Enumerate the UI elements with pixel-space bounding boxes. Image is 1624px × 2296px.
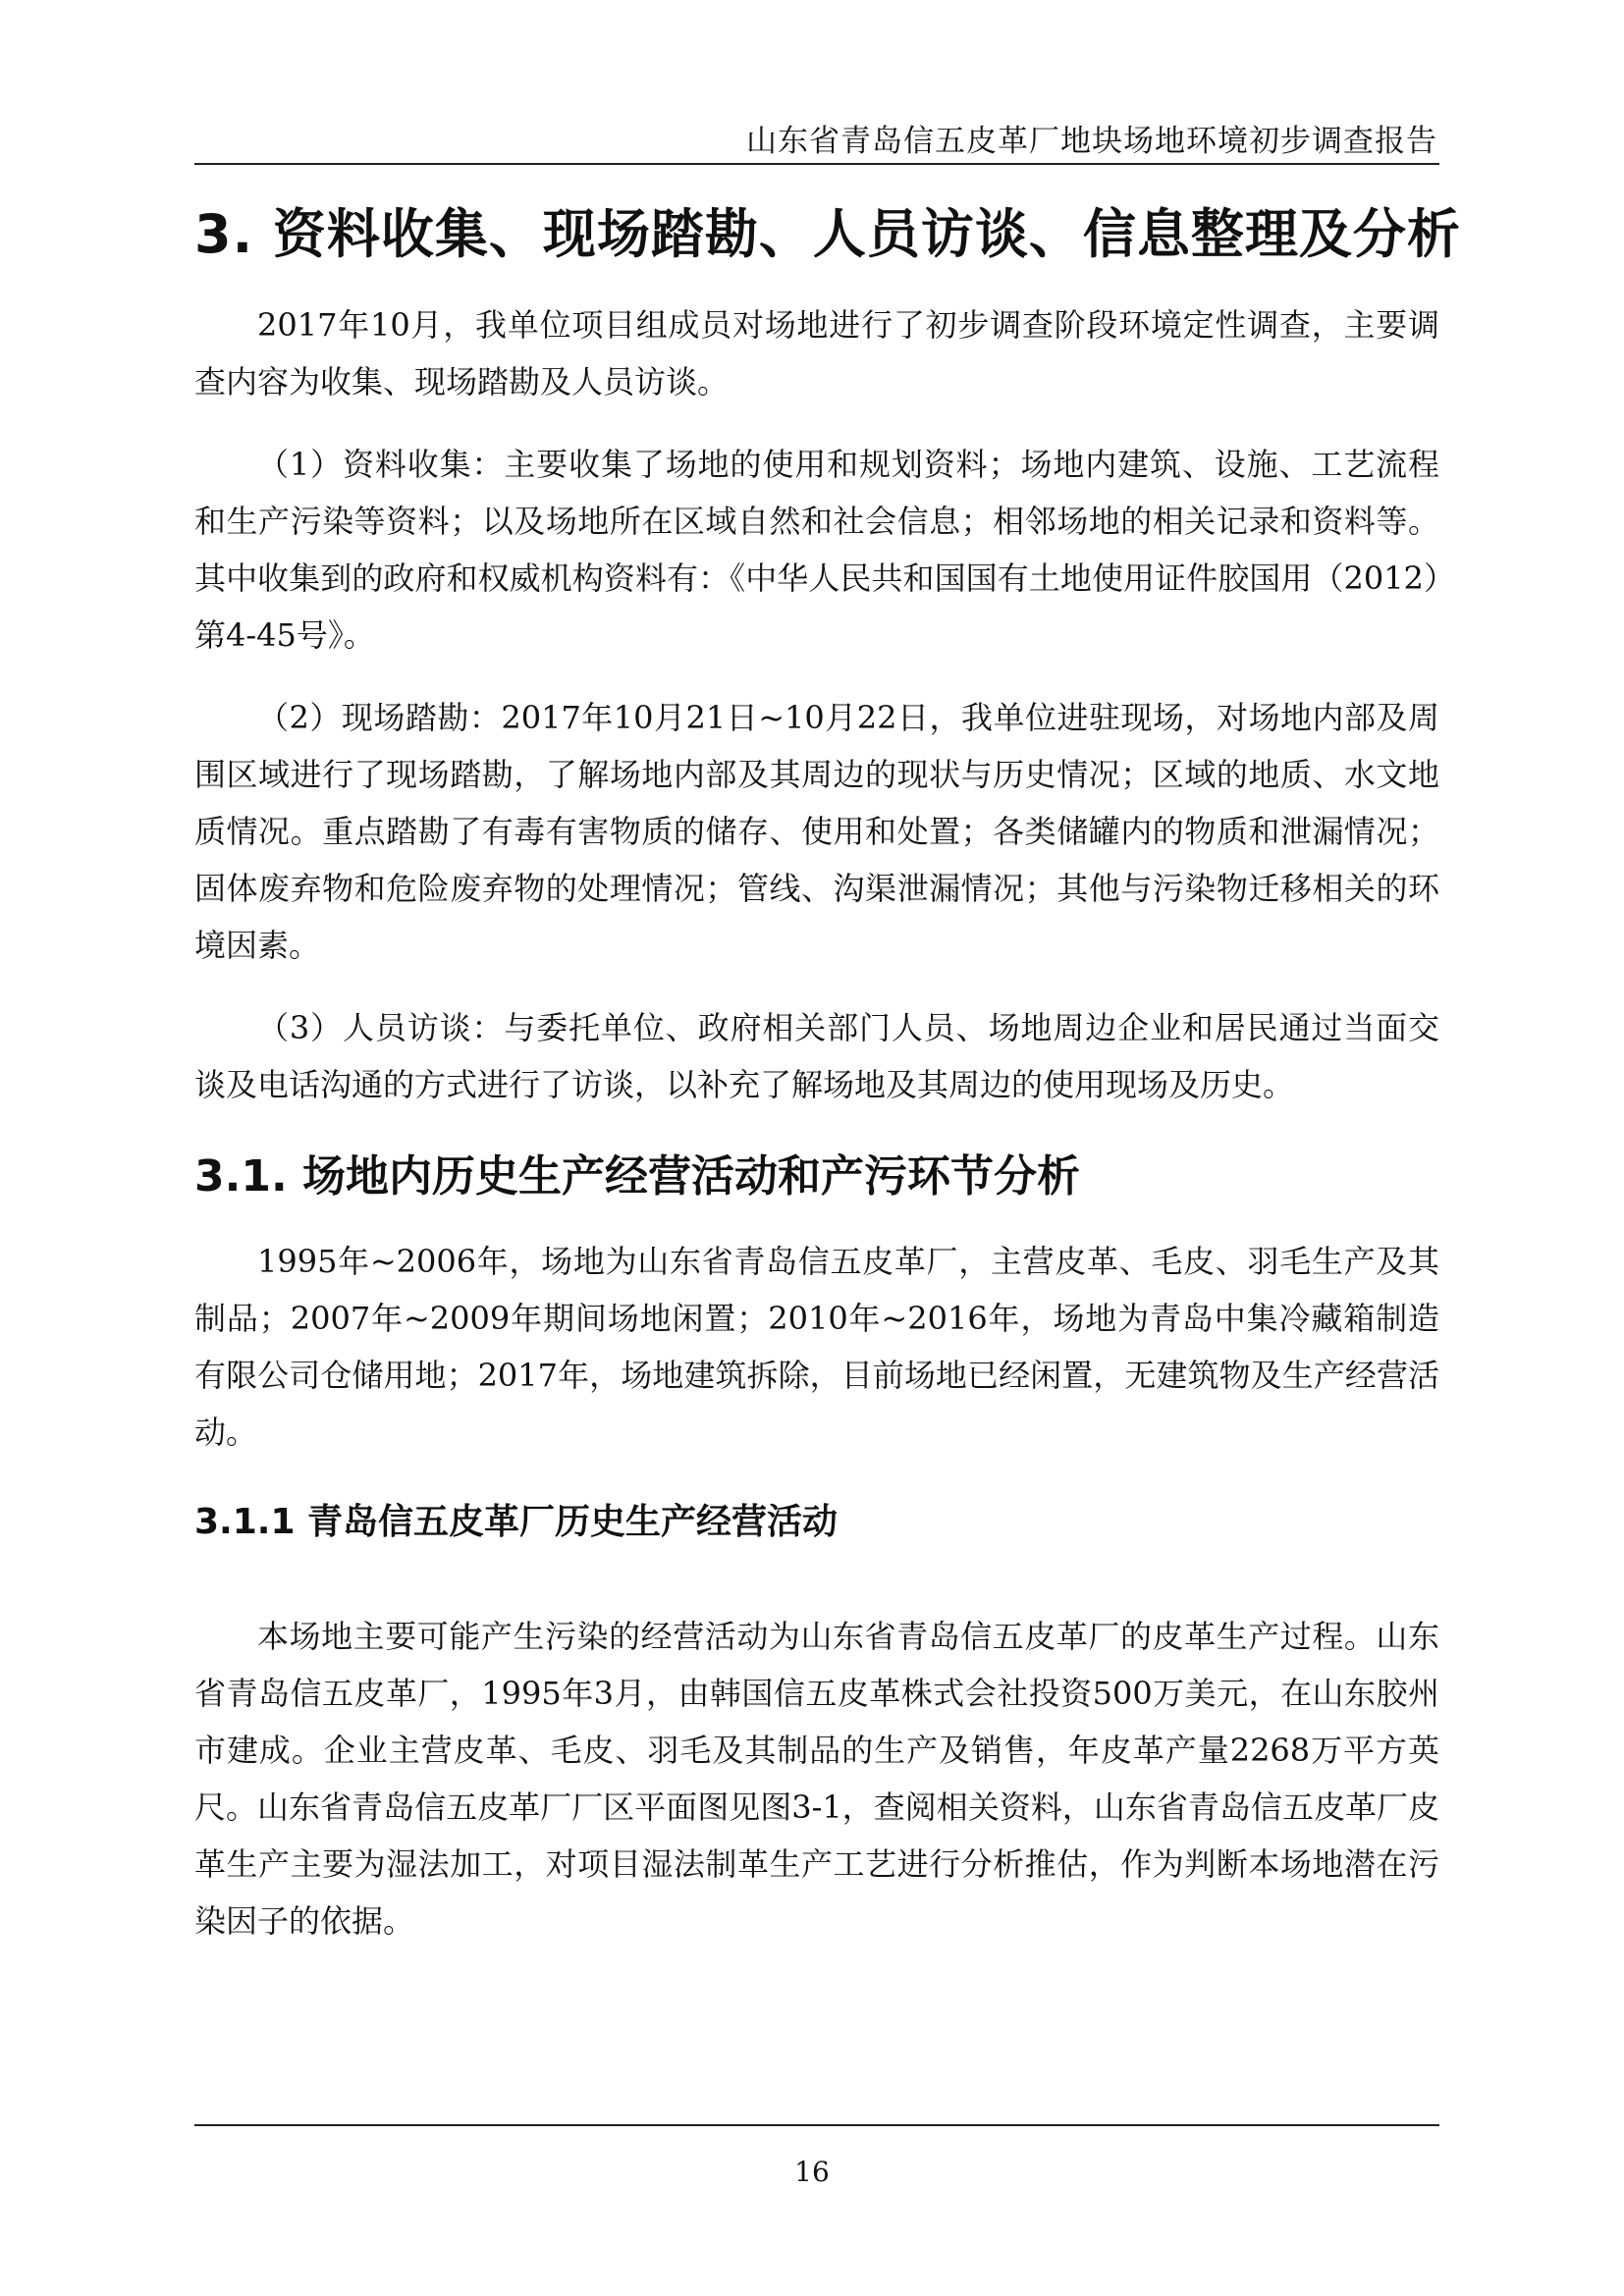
site-survey-paragraph: （2）现场踏勘：2017年10月21日~10月22日，我单位进驻现场，对场地内部及周围区域进行了现场踏勘，了解场地内部及其周边的现状与历史情况；区域的地质、水文地质情况。重点踏勘了有毒有害物质的储存、使用和处置；各类储罐内的物质和泄漏情况；固体废弃物和危险废弃物的处理情况；管线、沟渠泄漏情况；其他与污染物迁移相关的环境因素。 [194,699,1439,964]
header-divider [194,163,1439,165]
section-3-intro-paragraph: 2017年10月，我单位项目组成员对场地进行了初步调查阶段环境定性调查，主要调查内容为收集、现场踏勘及人员访谈。 [194,306,1439,400]
section-3-1-paragraph: 1995年~2006年，场地为山东省青岛信五皮革厂，主营皮革、毛皮、羽毛生产及其制品；2007年~2009年期间场地闲置；2010年~2016年，场地为青岛中集冷藏箱制造有限公司仓储用地；2017年，场地建筑拆除，目前场地已经闲置，无建筑物及生产经营活动。 [194,1243,1439,1451]
data-collection-paragraph: （1）资料收集：主要收集了场地的使用和规划资料；场地内建筑、设施、工艺流程和生产污染等资料；以及场地所在区域自然和社会信息；相邻场地的相关记录和资料等。其中收集到的政府和权威机构资料有：《中华人民共和国国有土地使用证件胶国用（2012）第4-45号》。 [194,446,1439,654]
section-3-heading: 3. 资料收集、现场踏勘、人员访谈、信息整理及分析 [194,203,1461,265]
footer-divider [194,2124,1439,2126]
section-3-1-1-paragraph: 本场地主要可能产生污染的经营活动为山东省青岛信五皮革厂的皮革生产过程。山东省青岛信五皮革厂，1995年3月，由韩国信五皮革株式会社投资500万美元，在山东胶州市建成。企业主营皮革、毛皮、羽毛及其制品的生产及销售，年皮革产量2268万平方英尺。山东省青岛信五皮革厂厂区平面图见图3-1，查阅相关资料，山东省青岛信五皮革厂皮革生产主要为湿法加工，对项目湿法制革生产工艺进行分析推估，作为判断本场地潜在污染因子的依据。 [194,1618,1439,1940]
interview-paragraph: （3）人员访谈：与委托单位、政府相关部门人员、场地周边企业和居民通过当面交谈及电话沟通的方式进行了访谈，以补充了解场地及其周边的使用现场及历史。 [194,1009,1439,1103]
section-3-1-1-heading: 3.1.1 青岛信五皮革厂历史生产经营活动 [194,1502,839,1542]
document-body [194,196,1461,1975]
page-header-title: 山东省青岛信五皮革厂地块场地环境初步调查报告 [746,124,1437,159]
section-3-1-heading: 3.1. 场地内历史生产经营活动和产污环节分析 [194,1151,1080,1201]
page-number: 16 [794,2156,830,2188]
